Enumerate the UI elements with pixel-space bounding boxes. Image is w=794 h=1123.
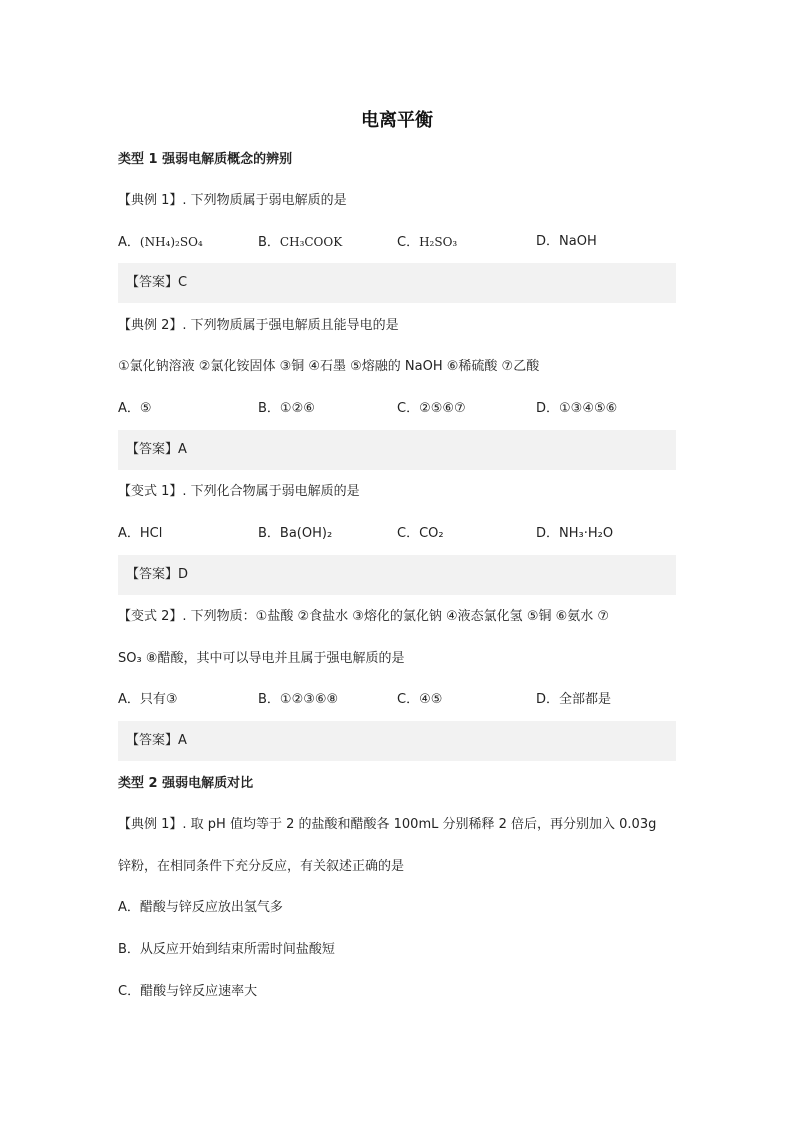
answer-text: 【答案】A: [126, 442, 187, 457]
option-b: B．①②③⑥⑧: [258, 692, 339, 707]
option-a: A．HCl: [118, 526, 163, 541]
option-c: C．④⑤: [397, 692, 443, 707]
answer-text: 【答案】C: [126, 275, 188, 290]
option-b: [258, 232, 342, 253]
option-c: C．醋酸与锌反应速率大: [118, 984, 258, 999]
answer-box: [118, 555, 676, 595]
option-c: C．②⑤⑥⑦: [397, 401, 466, 416]
option-d: D．全部都是: [536, 692, 612, 707]
option-label: A．: [118, 235, 140, 250]
answer-text: 【答案】A: [126, 733, 187, 748]
answer-box: [118, 263, 676, 303]
section-heading-type2: 类型 2 强弱电解质对比: [118, 776, 254, 791]
option-c: [397, 232, 457, 253]
answer-box: [118, 430, 676, 470]
question-items: ①氯化钠溶液 ②氯化铵固体 ③铜 ④石墨 ⑤熔融的 NaOH ⑥稀硫酸 ⑦乙酸: [118, 359, 540, 374]
option-d: D．NH₃·H₂O: [536, 526, 614, 541]
question-stem-continued: SO₃ ⑧醋酸，其中可以导电并且属于强电解质的是: [118, 651, 405, 666]
page-title: 电离平衡: [361, 110, 433, 131]
option-formula: (NH₄)₂SO₄: [139, 235, 203, 249]
option-formula: H₂SO₃: [419, 235, 458, 249]
option-b: B．①②⑥: [258, 401, 315, 416]
option-d: [536, 232, 597, 252]
section-heading-type1: 类型 1 强弱电解质概念的辨别: [118, 152, 293, 167]
option-formula: NaOH: [559, 234, 597, 249]
question-stem: 【典例 2】. 下列物质属于强电解质且能导电的是: [118, 318, 399, 333]
option-a: A．⑤: [118, 401, 152, 416]
option-c: C．CO₂: [397, 526, 444, 541]
option-formula: CH₃COOK: [279, 235, 343, 249]
answer-text: 【答案】D: [126, 567, 189, 582]
option-d: D．①③④⑤⑥: [536, 401, 618, 416]
option-a: A．醋酸与锌反应放出氢气多: [118, 900, 283, 915]
question-stem: 【变式 2】. 下列物质：①盐酸 ②食盐水 ③熔化的氯化钠 ④液态氯化氢 ⑤铜 ⑥氨水 ⑦: [118, 609, 610, 624]
option-label: C．: [397, 235, 420, 250]
option-label: B．: [258, 235, 280, 250]
question-stem-continued: 锌粉，在相同条件下充分反应，有关叙述正确的是: [118, 859, 405, 874]
option-a: A．只有③: [118, 692, 178, 707]
question-stem: 【变式 1】. 下列化合物属于弱电解质的是: [118, 484, 360, 499]
option-b: B．Ba(OH)₂: [258, 526, 333, 541]
answer-box: [118, 721, 676, 761]
question-stem: 【典例 1】. 下列物质属于弱电解质的是: [118, 193, 347, 208]
question-stem: 【典例 1】. 取 pH 值均等于 2 的盐酸和醋酸各 100mL 分别稀释 2 倍后，再分别加入 0.03g: [118, 817, 657, 832]
option-label: D．: [536, 234, 560, 249]
option-b: B．从反应开始到结束所需时间盐酸短: [118, 942, 335, 957]
option-a: [118, 232, 203, 253]
